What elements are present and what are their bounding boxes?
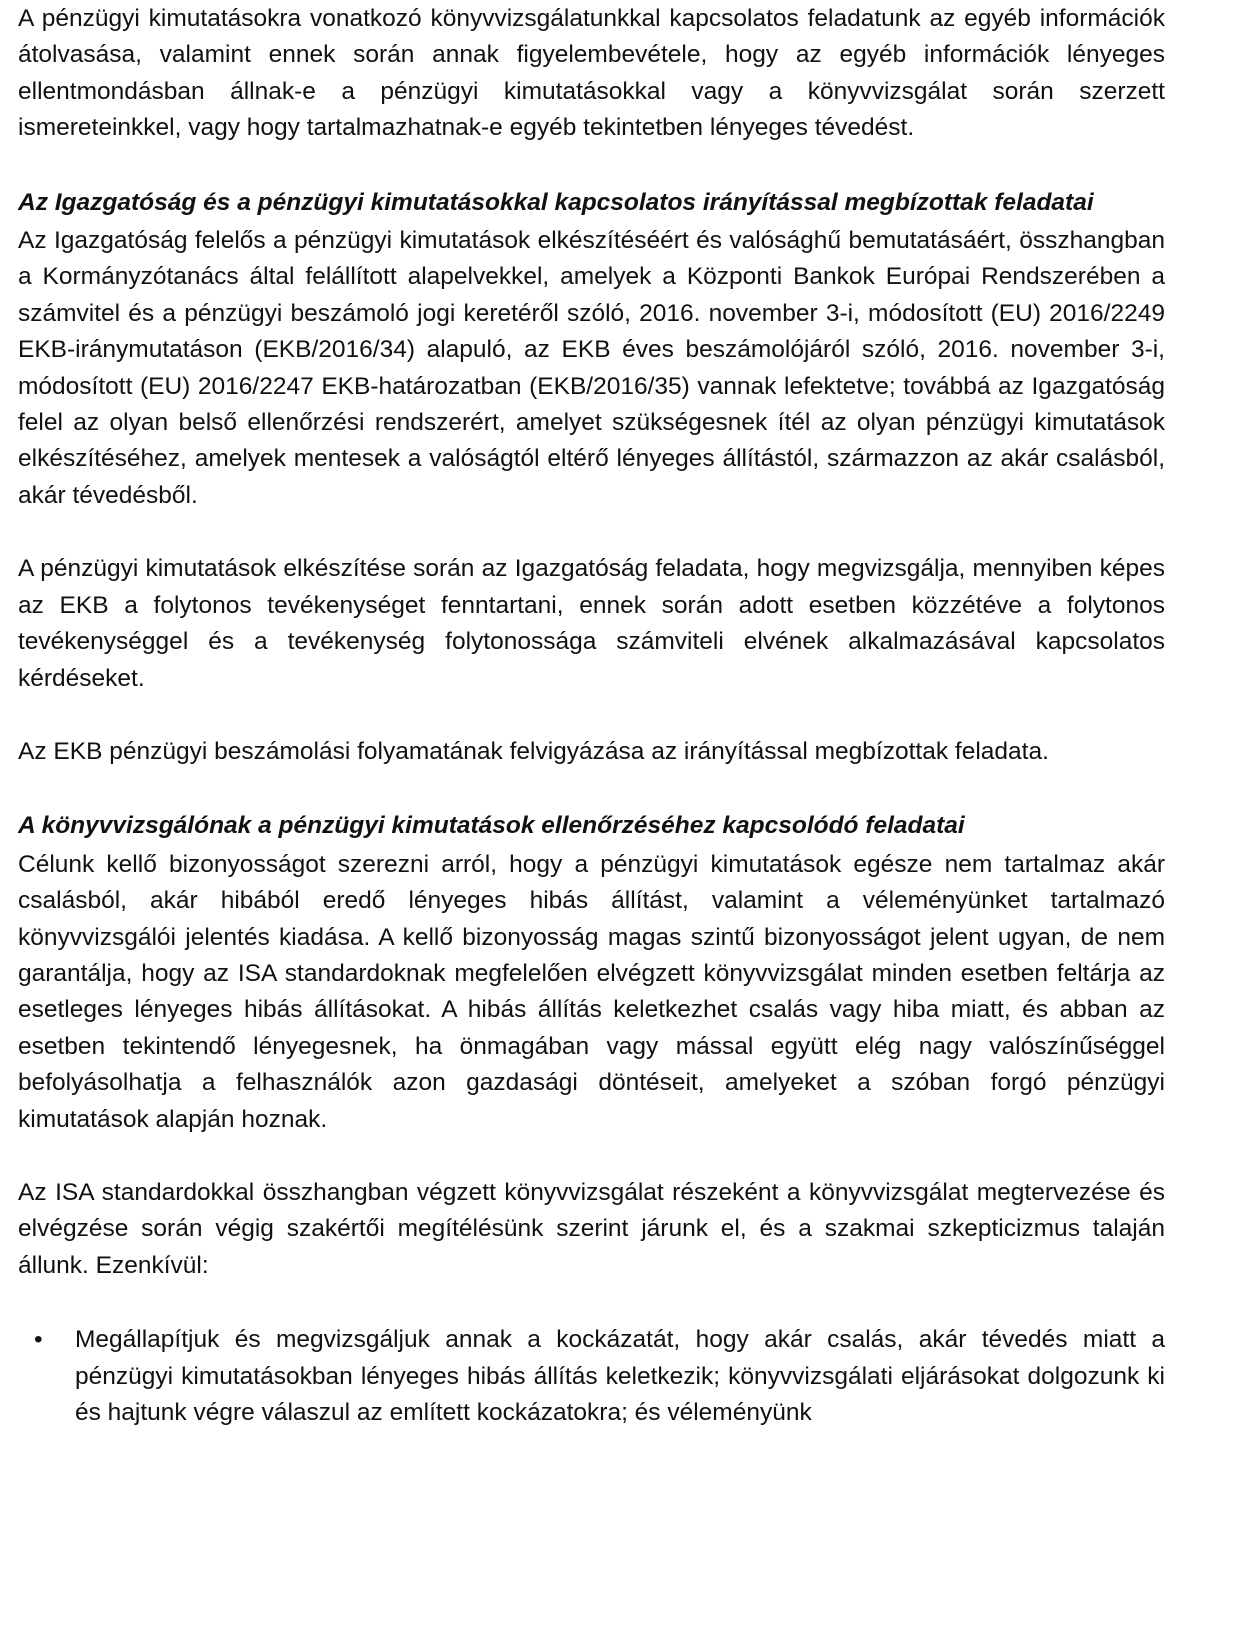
bullet-list <box>18 1322 1165 1431</box>
document-page <box>18 0 1165 1431</box>
list-item-text: Megállapítjuk és megvizsgáljuk annak a kockázatát, hogy akár csalás, akár tévedés miatt a pénzügyi kimutatásokban lényeges hibás állítás keletkezik; könyvvizsgálati eljárásokat dolgozunk ki és hajtunk végre válaszul az említett kockázatokra; és véleményünk <box>75 1326 1165 1426</box>
paragraph-reasonable-assurance: Célunk kellő bizonyosságot szerezni arról, hogy a pénzügyi kimutatások egésze nem tartalmaz akár csalásból, akár hibából eredő lényeges hibás állítást, valamint a véleményünket tartalmazó könyvvizsgálói jelentés kiadása. A kellő bizonyosság magas szintű bizonyosságot jelent ugyan, de nem garantálja, hogy az ISA standardoknak megfelelően elvégzett könyvvizsgálat minden esetben feltárja az esetleges lényeges hibás állításokat. A hibás állítás keletkezhet csalás vagy hiba miatt, és abban az esetben tekintendő lényegesnek, ha önmagában vagy mással együtt elég nagy valószínűséggel befolyásolhatja a felhasználók azon gazdasági döntéseit, amelyeket a szóban forgó pénzügyi kimutatások alapján hoznak. <box>18 850 1165 1133</box>
bullet-icon: • <box>34 1326 43 1354</box>
paragraph-going-concern: A pénzügyi kimutatások elkészítése során az Igazgatóság feladata, hogy megvizsgálja, mennyiben képes az EKB a folytonos tevékenységet fenntartani, ennek során adott esetben közzétéve a folytonos tevékenységgel és a tevékenység folytonossága számviteli elvének alkalmazásával kapcsolatos kérdéseket. <box>18 555 1165 692</box>
section-heading-board-responsibilities: Az Igazgatóság és a pénzügyi kimutatásokkal kapcsolatos irányítással megbízottak feladatai <box>18 188 1094 216</box>
paragraph-professional-judgement: Az ISA standardokkal összhangban végzett könyvvizsgálat részeként a könyvvizsgálat megtervezése és elvégzése során végig szakértői megítélésünk szerint járunk el, és a szakmai szkepticizmus talaján állunk. Ezenkívül: <box>18 1178 1165 1279</box>
paragraph-other-information: A pénzügyi kimutatásokra vonatkozó könyvvizsgálatunkkal kapcsolatos feladatunk az egyéb információk átolvasása, valamint ennek során annak figyelembevétele, hogy az egyéb információk lényeges ellentmondásban állnak-e a pénzügyi kimutatásokkal vagy a könyvvizsgálat során szerzett ismereteinkkel, vagy hogy tartalmazhatnak-e egyéb tekintetben lényeges tévedést. <box>18 5 1165 142</box>
list-item <box>18 1322 1165 1431</box>
paragraph-board-responsibility: Az Igazgatóság felelős a pénzügyi kimutatások elkészítéséért és valósághű bemutatásáért, összhangban a Kormányzótanács által felállított alapelvekkel, amelyek a Központi Bankok Európai Rendszerében a számvitel és a pénzügyi beszámoló jogi keretéről szóló, 2016. november 3-i, módosított (EU) 2016/2249 EKB-iránymutatáson (EKB/2016/34) alapuló, az EKB éves beszámolójáról szóló, 2016. november 3-i, módosított (EU) 2016/2247 EKB-határozatban (EKB/2016/35) vannak lefektetve; továbbá az Igazgatóság felel az olyan belső ellenőrzési rendszerért, amelyet szükségesnek ítél az olyan pénzügyi kimutatások elkészítéséhez, amelyek mentesek a valóságtól eltérő lényeges állítástól, származzon az akár csalásból, akár tévedésből. <box>18 227 1165 509</box>
paragraph-oversight: Az EKB pénzügyi beszámolási folyamatának felvigyázása az irányítással megbízottak feladata. <box>18 737 1049 765</box>
section-heading-auditor-responsibilities: A könyvvizsgálónak a pénzügyi kimutatások ellenőrzéséhez kapcsolódó feladatai <box>18 812 965 840</box>
